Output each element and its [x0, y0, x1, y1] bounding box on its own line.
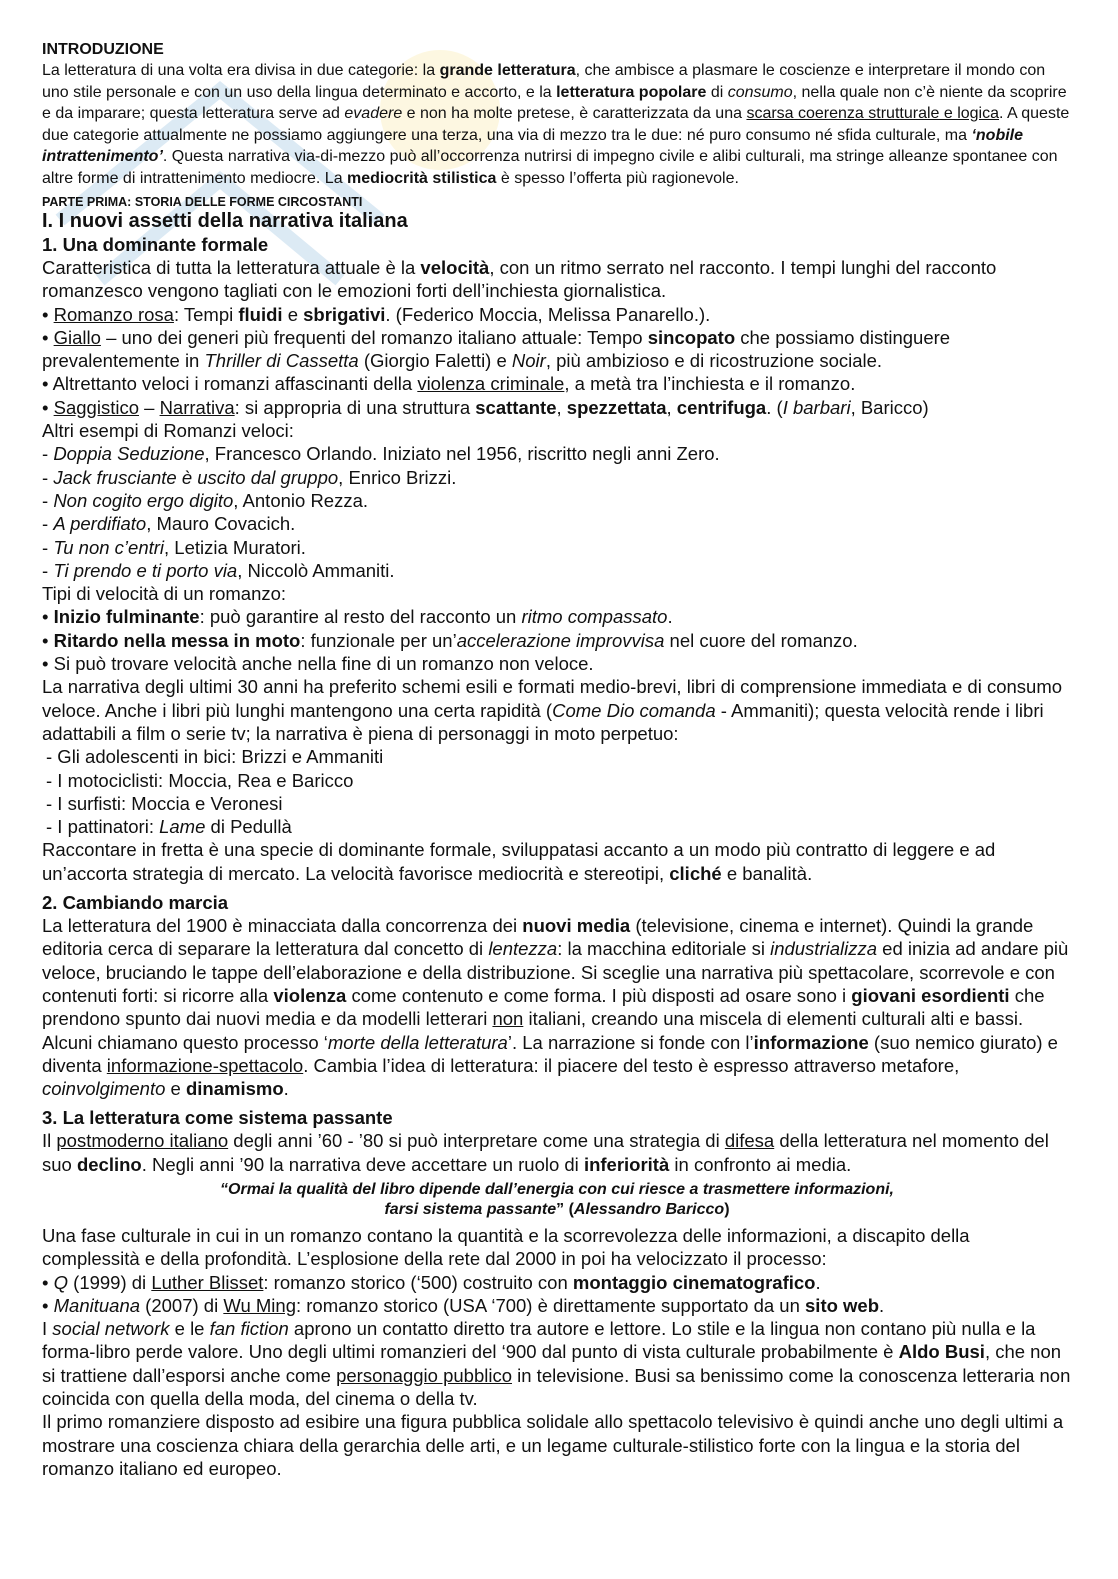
example-item: - Non cogito ergo digito, Antonio Rezza.: [42, 489, 369, 511]
section-3-paragraph-4: Il primo romanziere disposto ad esibire una figura pubblica solidale allo spettacolo televisivo è quindi anche uno degli ultimi a mostrare una coscienza chiara della gerarchia delle arti, e un legame culturale-stilistico forte con la lingua e la storia del romanzo italiano ed europeo.: [42, 1411, 1064, 1479]
section-1-intro: Caratteristica di tutta la letteratura attuale è la velocità, con un ritmo serrato nel racconto. I tempi lunghi del racconto romanzesco vengono tagliati con le emozioni forti dell’inchiesta giornalistica.: [42, 257, 997, 302]
section-2-title: 2. Cambiando marcia: [42, 892, 229, 914]
speed-item: • Inizio fulminante: può garantire al resto del racconto un ritmo compassato.: [42, 606, 673, 628]
examples-intro: Altri esempi di Romanzi veloci:: [42, 420, 294, 442]
baricco-quote: “Ormai la qualità del libro dipende dall’energia con cui riesce a trasmettere informazioni, farsi sistema passante” (Alessandro Baricco): [220, 1180, 894, 1218]
example-item: - Doppia Seduzione, Francesco Orlando. Iniziato nel 1956, riscritto negli anni Zero.: [42, 443, 720, 465]
example-item: - Tu non c’entri, Letizia Muratori.: [42, 536, 306, 558]
speed-item: • Si può trovare velocità anche nella fine di un romanzo non veloce.: [42, 653, 594, 675]
section-1-body: [42, 256, 1072, 885]
section-3-title: 3. La letteratura come sistema passante: [42, 1107, 393, 1129]
section-3-paragraph-1: Il postmoderno italiano degli anni ’60 - ’80 si può interpretare come una strategia di difesa della letteratura nel momento del suo declino. Negli anni ’90 la narrativa deve accettare un ruolo di inferiorità in confronto ai media.: [42, 1130, 1049, 1175]
speed-intro: Tipi di velocità di un romanzo:: [42, 583, 287, 605]
speed-item: • Ritardo nella messa in moto: funzionale per un’accelerazione improvvisa nel cuore del romanzo.: [42, 629, 858, 651]
bullet-manituana: • Manituana (2007) di Wu Ming: romanzo storico (USA ‘700) è direttamente supportato da un sito web.: [42, 1294, 885, 1316]
section-1-conclusion: Raccontare in fretta è una specie di dominante formale, sviluppatasi accanto a un modo più contratto di leggere e ad un’accorta strategia di mercato. La velocità favorisce mediocrità e stereotipi, cliché e banalità.: [42, 839, 996, 884]
document-page: [42, 40, 1072, 1480]
moto-item: - I surfisti: Moccia e Veronesi: [46, 792, 283, 814]
section-3-body: [42, 1224, 1072, 1480]
bullet-giallo: • Giallo – uno dei generi più frequenti del romanzo italiano attuale: Tempo sincopato che possiamo distinguere prevalentemente in Thriller di Cassetta (Giorgio Faletti) e Noir, più ambizioso e di ricostruzione sociale.: [42, 326, 951, 372]
section-3-paragraph-2: Una fase culturale in cui in un romanzo contano la quantità e la scorrevolezza delle informazioni, a discapito della complessità e della profondità. L’esplosione della rete dal 2000 in poi ha velocizzato il processo:: [42, 1224, 970, 1270]
section-2-paragraph: La letteratura del 1900 è minacciata dalla concorrenza dei nuovi media (televisione, cinema e internet). Quindi la grande editoria cerca di separare la letteratura dal concetto di lentezza: la macchina editoriale si industrializza ed inizia ad andare più veloce, bruciando le tappe dell’elaborazione e della distribuzione. Si sceglie una narrativa più spettacolare, scorrevole e con contenuti forti: si ricorre alla violenza come contenuto e come forma. I più disposti ad osare sono i giovani esordienti che prendono spunto dai nuovi media e da modelli letterari non italiani, creando una miscela di elementi culturali alti e bassi. Alcuni chiamano questo processo ‘morte della letteratura’. La narrazione si fonde con l’informazione (suo nemico giurato) e diventa informazione-spettacolo. Cambia l’idea di letteratura: il piacere del testo è espresso attraverso metafore, coinvolgimento e dinamismo.: [42, 915, 1069, 1100]
example-item: - A perdifiato, Mauro Covacich.: [42, 513, 296, 535]
intro-heading: INTRODUZIONE: [42, 41, 164, 58]
intro-paragraph: La letteratura di una volta era divisa in due categorie: la grande letteratura, che ambisce a plasmare le coscienze e interpretare il mondo con uno stile personale e con un uso della lingua determinato e accorto, e la letteratura popolare di consumo, nella quale non c’è niente da scoprire e da imparare; questa letteratura serve ad evadere e non ha molte pretese, è caratterizzata da una scarsa coerenza strutturale e logica. A queste due categorie attualmente ne possiamo aggiungere una terza, una via di mezzo tra le due: né puro consumo né sfida culturale, ma ‘nobile intrattenimento’. Questa narrativa via-di-mezzo può all’occorrenza nutrirsi di impegno civile e alibi culturali, ma stringe alleanze spontanee con altre forme di intrattenimento mediocre. La mediocrità stilistica è spesso l’offerta più ragionevole.: [42, 62, 1070, 187]
example-item: - Jack frusciante è uscito dal gruppo, Enrico Brizzi.: [42, 466, 457, 488]
moto-item: - I motociclisti: Moccia, Rea e Baricco: [46, 769, 354, 791]
bullet-romanzo-rosa: • Romanzo rosa: Tempi fluidi e sbrigativi. (Federico Moccia, Melissa Panarello.).: [42, 303, 711, 325]
bullet-saggistico: • Saggistico – Narrativa: si appropria di una struttura scattante, spezzettata, centrifuga. (I barbari, Baricco): [42, 396, 929, 418]
moto-item: - I pattinatori: Lame di Pedullà: [46, 816, 292, 838]
example-item: - Ti prendo e ti porto via, Niccolò Ammaniti.: [42, 559, 395, 581]
bullet-violenza: • Altrettanto veloci i romanzi affascinanti della violenza criminale, a metà tra l’inchiesta e il romanzo.: [42, 373, 856, 395]
part-title: PARTE PRIMA: STORIA DELLE FORME CIRCOSTANTI: [42, 195, 363, 209]
section-3-paragraph-3: I social network e le fan fiction aprono un contatto diretto tra autore e lettore. Lo stile e la lingua non contano più nulla e la forma-libro perde valore. Uno degli ultimi romanzieri del ‘900 dal punto di vista culturale probabilmente è Aldo Busi, che non si trattiene dall’esporsi anche come personaggio pubblico in televisione. Busi sa benissimo come la conoscenza letteraria non coincida con quella della moda, del cinema o della tv.: [42, 1318, 1071, 1410]
bullet-q: • Q (1999) di Luther Blisset: romanzo storico (‘500) costruito con montaggio cinematografico.: [42, 1271, 821, 1293]
section-1-title: 1. Una dominante formale: [42, 234, 269, 255]
chapter-title: I. I nuovi assetti della narrativa italiana: [42, 210, 408, 232]
paragraph-30-anni: La narrativa degli ultimi 30 anni ha preferito schemi esili e formati medio-brevi, libri di comprensione immediata e di consumo veloce. Anche i libri più lunghi mantengono una certa rapidità (Come Dio comanda - Ammaniti); questa velocità rende i libri adattabili a film o serie tv; la narrativa è piena di personaggi in moto perpetuo:: [42, 676, 1063, 744]
moto-item: - Gli adolescenti in bici: Brizzi e Ammaniti: [46, 746, 384, 768]
